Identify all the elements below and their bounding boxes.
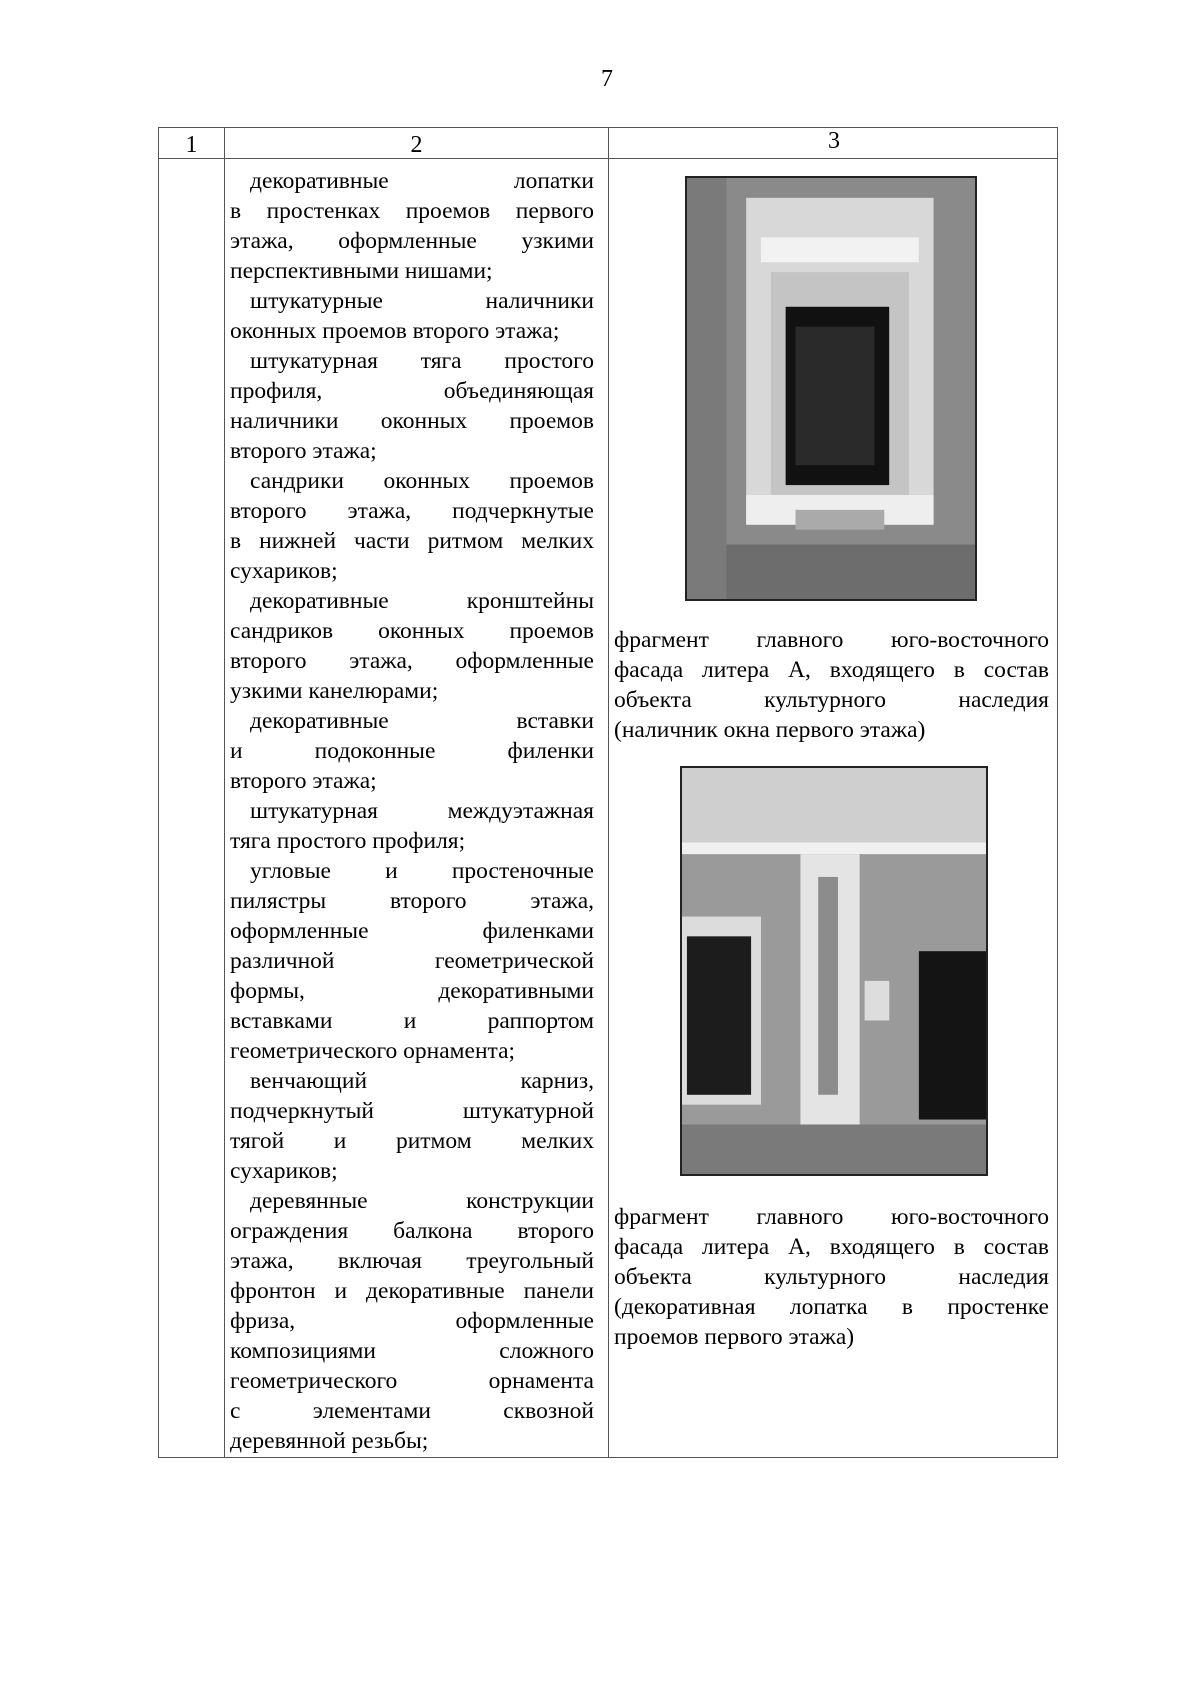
list-item-line: второго этажа, подчеркнутые xyxy=(230,498,594,524)
header-col-1: 1 xyxy=(185,132,198,158)
photo-caption-1 xyxy=(614,625,1049,745)
caption-line: проемов первого этажа) xyxy=(614,1324,855,1350)
list-item xyxy=(230,346,594,466)
photo-window-surround xyxy=(685,176,977,601)
list-item-line: второго этажа, оформленные xyxy=(230,648,594,674)
list-item-line: второго этажа; xyxy=(230,438,377,464)
caption-line: объекта культурного наследия xyxy=(614,1264,1049,1290)
list-item xyxy=(230,586,594,706)
list-item-line: сухариков; xyxy=(230,1158,338,1184)
list-item-line: ограждения балкона второго xyxy=(230,1218,594,1244)
features-list xyxy=(230,166,594,1456)
caption-line: (наличник окна первого этажа) xyxy=(614,717,926,743)
list-item-line: угловые и простеночные xyxy=(250,858,594,884)
header-col-3: 3 xyxy=(828,128,840,154)
list-item-line: декоративные кронштейны xyxy=(250,588,594,614)
list-item-line: формы, декоративными xyxy=(230,978,594,1004)
list-item-line: этажа, оформленные узкими xyxy=(230,228,594,254)
list-item xyxy=(230,796,594,856)
list-item-line: перспективными нишами; xyxy=(230,258,493,284)
list-item xyxy=(230,286,594,346)
photo-caption-2 xyxy=(614,1202,1049,1352)
list-item-line: штукатурные наличники xyxy=(250,288,594,314)
list-item-line: наличники оконных проемов xyxy=(230,408,594,434)
list-item-line: и подоконные филенки xyxy=(230,738,594,764)
list-item xyxy=(230,706,594,796)
list-item-line: сандрики оконных проемов xyxy=(250,468,594,494)
list-item-line: геометрического орнамента; xyxy=(230,1038,516,1064)
column-divider xyxy=(224,128,225,1457)
list-item xyxy=(230,466,594,586)
list-item-line: с элементами сквозной xyxy=(230,1398,594,1424)
header-col-2: 2 xyxy=(410,132,423,158)
list-item-line: деревянной резьбы; xyxy=(230,1428,429,1454)
caption-line: фрагмент главного юго-восточного xyxy=(614,1204,1049,1230)
list-item-line: декоративные лопатки xyxy=(250,168,594,194)
list-item xyxy=(230,166,594,286)
list-item-line: декоративные вставки xyxy=(250,708,594,734)
list-item-line: тягой и ритмом мелких xyxy=(230,1128,594,1154)
caption-line: объекта культурного наследия xyxy=(614,687,1049,713)
list-item xyxy=(230,856,594,1066)
list-item-line: подчеркнутый штукатурной xyxy=(230,1098,594,1124)
list-item xyxy=(230,1066,594,1186)
list-item-line: этажа, включая треугольный xyxy=(230,1248,594,1274)
list-item-line: пилястры второго этажа, xyxy=(230,888,594,914)
caption-line: фрагмент главного юго-восточного xyxy=(614,627,1049,653)
list-item-line: геометрического орнамента xyxy=(230,1368,594,1394)
list-item-line: сандриков оконных проемов xyxy=(230,618,594,644)
list-item xyxy=(230,1186,594,1456)
list-item-line: сухариков; xyxy=(230,558,338,584)
list-item-line: профиля, объединяющая xyxy=(230,378,594,404)
page-number: 7 xyxy=(601,66,613,92)
header-divider xyxy=(159,158,1057,159)
list-item-line: венчающий карниз, xyxy=(250,1068,594,1094)
photo-pilaster xyxy=(680,766,988,1176)
list-item-line: тяга простого профиля; xyxy=(230,828,466,854)
list-item-line: различной геометрической xyxy=(230,948,594,974)
list-item-line: в простенках проемов первого xyxy=(230,198,594,224)
list-item-line: штукатурная междуэтажная xyxy=(250,798,594,824)
list-item-line: оконных проемов второго этажа; xyxy=(230,318,560,344)
list-item-line: деревянные конструкции xyxy=(250,1188,594,1214)
list-item-line: фриза, оформленные xyxy=(230,1308,594,1334)
list-item-line: в нижней части ритмом мелких xyxy=(230,528,594,554)
caption-line: фасада литера А, входящего в состав xyxy=(614,1234,1049,1260)
list-item-line: фронтон и декоративные панели xyxy=(230,1278,594,1304)
list-item-line: оформленные филенками xyxy=(230,918,594,944)
heritage-table xyxy=(158,127,1058,1458)
column-divider xyxy=(608,128,609,1457)
list-item-line: вставками и раппортом xyxy=(230,1008,594,1034)
list-item-line: узкими канелюрами; xyxy=(230,678,439,704)
list-item-line: второго этажа; xyxy=(230,768,377,794)
caption-line: (декоративная лопатка в простенке xyxy=(614,1294,1049,1320)
list-item-line: штукатурная тяга простого xyxy=(250,348,594,374)
caption-line: фасада литера А, входящего в состав xyxy=(614,657,1049,683)
list-item-line: композициями сложного xyxy=(230,1338,594,1364)
